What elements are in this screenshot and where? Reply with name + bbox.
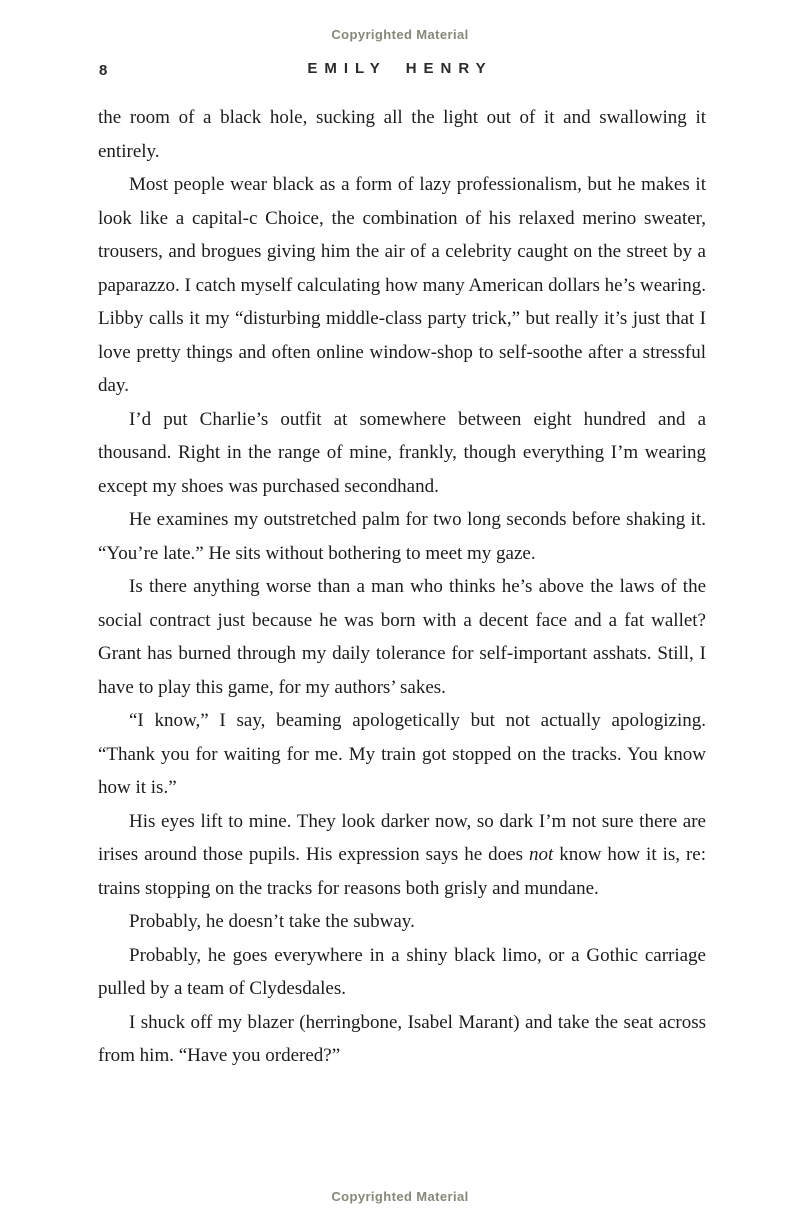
- page-number: 8: [99, 62, 108, 79]
- paragraph: [98, 503, 706, 570]
- paragraph-segment: I shuck off my blazer (herringbone, Isabel Marant) and take the seat across from him. “Have you ordered?”: [98, 1011, 706, 1066]
- paragraph-segment-italic: not: [528, 844, 554, 865]
- running-header-author: EMILY HENRY: [307, 60, 493, 77]
- body-text: [98, 101, 706, 1073]
- paragraph-segment: Probably, he goes everywhere in a shiny black limo, or a Gothic carriage pulled by a team of Clydesdales.: [98, 944, 706, 999]
- paragraph: [98, 939, 706, 1006]
- paragraph-segment: know how it is, re: trains stopping on the tracks for reasons both grisly and mundane.: [98, 844, 706, 899]
- paragraph: [98, 168, 706, 403]
- paragraph-segment: the room of a black hole, sucking all the light out of it and swallowing it entirely.: [98, 107, 706, 162]
- paragraph: [98, 905, 706, 939]
- paragraph-segment: His eyes lift to mine. They look darker now, so dark I’m not sure there are irises around those pupils. His expression says he does: [98, 810, 706, 865]
- paragraph-segment: He examines my outstretched palm for two long seconds before shaking it. “You’re late.” He sits without bothering to meet my gaze.: [98, 509, 706, 564]
- copyright-notice-bottom: Copyrighted Material: [331, 1189, 469, 1204]
- copyright-notice-top: Copyrighted Material: [331, 27, 469, 42]
- paragraph: [98, 570, 706, 704]
- paragraph-segment: I’d put Charlie’s outfit at somewhere between eight hundred and a thousand. Right in the range of mine, frankly, though everything I’m wearing except my shoes was purchased secondhand.: [98, 408, 706, 497]
- paragraph-segment: Most people wear black as a form of lazy professionalism, but he makes it look like a capital-c Choice, the combination of his relaxed merino sweater, trousers, and brogues giving him the air of a celebrity caught on the street by a paparazzo. I catch myself calculating how many American dollars he’s wearing. Libby calls it my “disturbing middle-class party trick,” but really it’s just that I love pretty things and often online window-shop to self-soothe after a stressful day.: [98, 174, 706, 396]
- paragraph-segment: Is there anything worse than a man who thinks he’s above the laws of the social contract just because he was born with a decent face and a fat wallet? Grant has burned through my daily tolerance for self-important asshats. Still, I have to play this game, for my authors’ sakes.: [98, 576, 706, 698]
- paragraph: [98, 1006, 706, 1073]
- paragraph: [98, 403, 706, 504]
- paragraph: [98, 704, 706, 805]
- page-header: [0, 60, 800, 82]
- paragraph: [98, 101, 706, 168]
- paragraph-segment: Probably, he doesn’t take the subway.: [129, 911, 415, 932]
- paragraph: [98, 805, 706, 906]
- paragraph-segment: “I know,” I say, beaming apologetically but not actually apologizing. “Thank you for waiting for me. My train got stopped on the tracks. You know how it is.”: [98, 710, 706, 798]
